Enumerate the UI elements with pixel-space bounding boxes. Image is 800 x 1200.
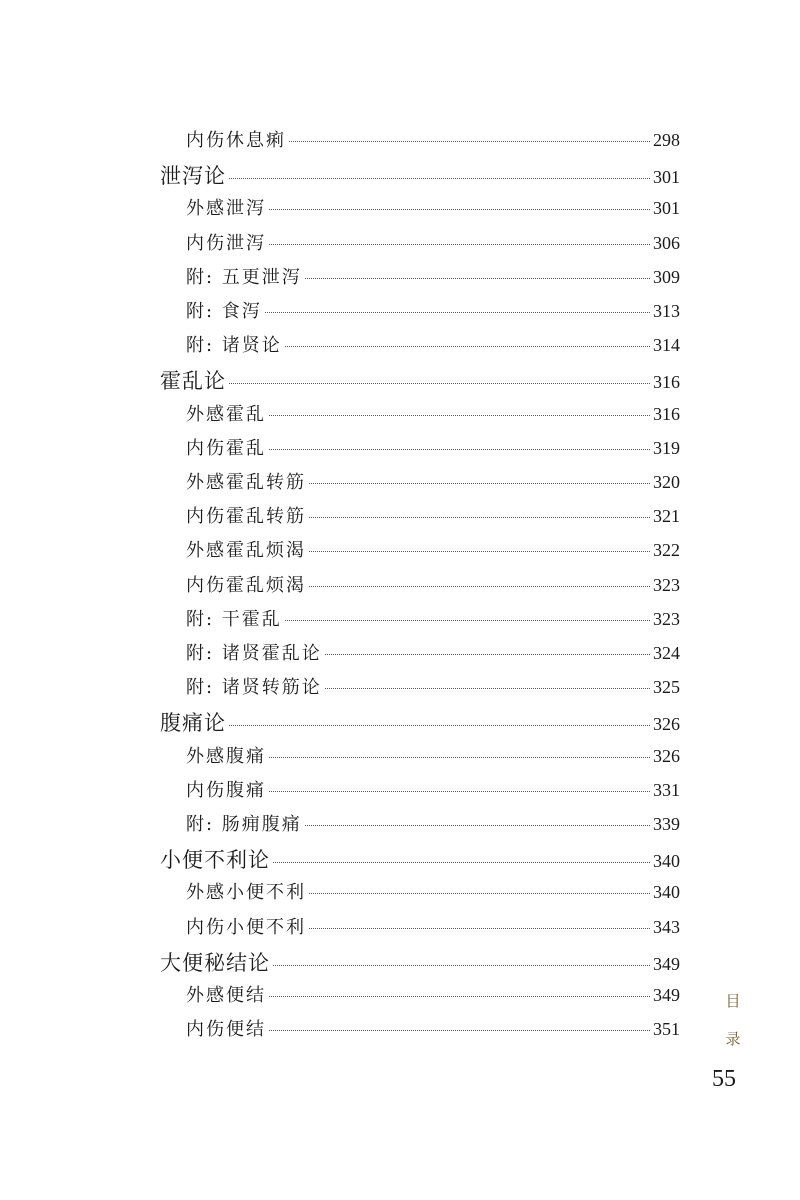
page-number: 55: [712, 1066, 736, 1092]
toc-section-entry: [186, 571, 680, 605]
toc-entry-title: 内伤霍乱: [186, 437, 266, 459]
toc-entry-page: 340: [653, 882, 680, 903]
toc-entry-page: 306: [653, 232, 680, 253]
toc-entry-page: 325: [653, 677, 680, 698]
toc-entry-page: 319: [653, 437, 680, 458]
toc-section-entry: [186, 229, 680, 263]
toc-section-entry: [186, 536, 680, 570]
toc-entry-page: 326: [653, 745, 680, 766]
toc-entry-title: 腹痛论: [160, 711, 226, 736]
toc-entry-page: 331: [653, 779, 680, 800]
toc-entry-title: 外感便结: [186, 985, 266, 1006]
toc-section-entry: [186, 810, 680, 844]
toc-entry-title: 霍乱论: [160, 369, 226, 394]
toc-dot-leader: [325, 688, 650, 689]
toc-dot-leader: [325, 654, 650, 655]
toc-entry-title: 附: 诸贤论: [186, 335, 282, 357]
toc-entry-title: 附: 食泻: [186, 301, 262, 322]
toc-dot-leader: [269, 244, 650, 245]
toc-chapter-entry: [160, 365, 680, 399]
toc-entry-title: 内伤小便不利: [186, 916, 306, 938]
toc-dot-leader: [309, 586, 650, 587]
toc-entry-page: 316: [653, 403, 680, 424]
toc-entry-page: 322: [653, 540, 680, 561]
toc-entry-page: 339: [653, 814, 680, 834]
toc-section-entry: [186, 776, 680, 810]
toc-section-entry: [186, 400, 680, 434]
toc-section-entry: [186, 331, 680, 365]
toc-dot-leader: [305, 278, 650, 279]
toc-entry-page: 343: [653, 916, 680, 937]
toc-entry-page: 349: [653, 985, 680, 1005]
toc-entry-title: 附: 肠痈腹痛: [186, 814, 302, 835]
toc-dot-leader: [229, 383, 650, 384]
side-label-char-1: 目: [725, 992, 741, 1010]
toc-dot-leader: [269, 449, 650, 450]
toc-entry-title: 外感霍乱烦渴: [186, 540, 306, 562]
toc-section-entry: [186, 502, 680, 536]
toc-entry-title: 附: 五更泄泻: [186, 266, 302, 288]
toc-entry-title: 内伤便结: [186, 1019, 266, 1041]
toc-dot-leader: [269, 791, 650, 792]
toc-section-entry: [186, 263, 680, 297]
toc-section-entry: [186, 639, 680, 673]
toc-dot-leader: [273, 965, 650, 966]
toc-section-entry: [186, 468, 680, 502]
toc-entry-page: 340: [653, 851, 680, 872]
toc-entry-title: 外感霍乱转筋: [186, 472, 306, 493]
toc-entry-title: 外感霍乱: [186, 403, 266, 425]
toc-entry-page: 323: [653, 574, 680, 595]
toc-entry-title: 内伤霍乱转筋: [186, 506, 306, 528]
toc-entry-page: 349: [653, 953, 680, 974]
toc-entry-title: 内伤休息痢: [186, 130, 286, 151]
toc-entry-title: 泄泻论: [160, 164, 226, 189]
toc-entry-page: 314: [653, 335, 680, 356]
toc-entry-title: 大便秘结论: [160, 950, 270, 975]
toc-section-entry: [186, 742, 680, 776]
toc-dot-leader: [309, 483, 650, 484]
toc-dot-leader: [229, 178, 650, 179]
toc-entry-title: 附: 干霍乱: [186, 608, 282, 630]
toc-entry-title: 内伤腹痛: [186, 779, 266, 801]
toc-dot-leader: [289, 141, 650, 142]
toc-entry-page: 301: [653, 198, 680, 219]
toc-entry-title: 附: 诸贤霍乱论: [186, 643, 322, 664]
toc-dot-leader: [269, 757, 650, 758]
toc-entry-page: 298: [653, 130, 680, 150]
side-label-char-2: 录: [725, 1030, 741, 1048]
toc-section-entry: [186, 878, 680, 912]
toc-chapter-entry: [160, 947, 680, 981]
toc-dot-leader: [305, 825, 650, 826]
toc-dot-leader: [265, 312, 650, 313]
toc-entry-page: 316: [653, 372, 680, 393]
toc-entry-title: 内伤霍乱烦渴: [186, 574, 306, 596]
toc-entry-title: 外感腹痛: [186, 745, 266, 767]
toc-section-entry: [186, 673, 680, 707]
toc-entry-title: 小便不利论: [160, 848, 270, 873]
toc-entry-page: 301: [653, 167, 680, 188]
toc-dot-leader: [309, 893, 650, 894]
toc-dot-leader: [309, 928, 650, 929]
toc-section-entry: [186, 605, 680, 639]
toc-section-entry: [186, 126, 680, 160]
toc-entry-title: 附: 诸贤转筋论: [186, 677, 322, 699]
toc-dot-leader: [269, 1030, 650, 1031]
toc-entry-page: 351: [653, 1019, 680, 1040]
toc-chapter-entry: [160, 844, 680, 878]
toc-dot-leader: [309, 517, 650, 518]
toc-dot-leader: [229, 725, 650, 726]
toc-entry-title: 外感小便不利: [186, 882, 306, 904]
toc-section-entry: [186, 981, 680, 1015]
toc-entry-title: 外感泄泻: [186, 198, 266, 220]
toc-entry-page: 313: [653, 301, 680, 321]
toc-dot-leader: [273, 862, 650, 863]
toc-entry-page: 321: [653, 506, 680, 527]
toc-entry-page: 309: [653, 266, 680, 287]
toc-section-entry: [186, 913, 680, 947]
toc-dot-leader: [285, 346, 650, 347]
toc-chapter-entry: [160, 707, 680, 741]
toc-chapter-entry: [160, 160, 680, 194]
toc-dot-leader: [269, 209, 650, 210]
toc-section-entry: [186, 297, 680, 331]
toc-dot-leader: [309, 551, 650, 552]
toc-entry-page: 320: [653, 472, 680, 492]
toc-section-entry: [186, 434, 680, 468]
toc-dot-leader: [269, 415, 650, 416]
toc-entry-page: 324: [653, 643, 680, 663]
toc-entry-title: 内伤泄泻: [186, 232, 266, 254]
toc-section-entry: [186, 194, 680, 228]
toc-section-entry: [186, 1015, 680, 1049]
toc-entry-page: 323: [653, 608, 680, 629]
toc-entry-page: 326: [653, 714, 680, 735]
toc-dot-leader: [269, 996, 650, 997]
toc-dot-leader: [285, 620, 650, 621]
